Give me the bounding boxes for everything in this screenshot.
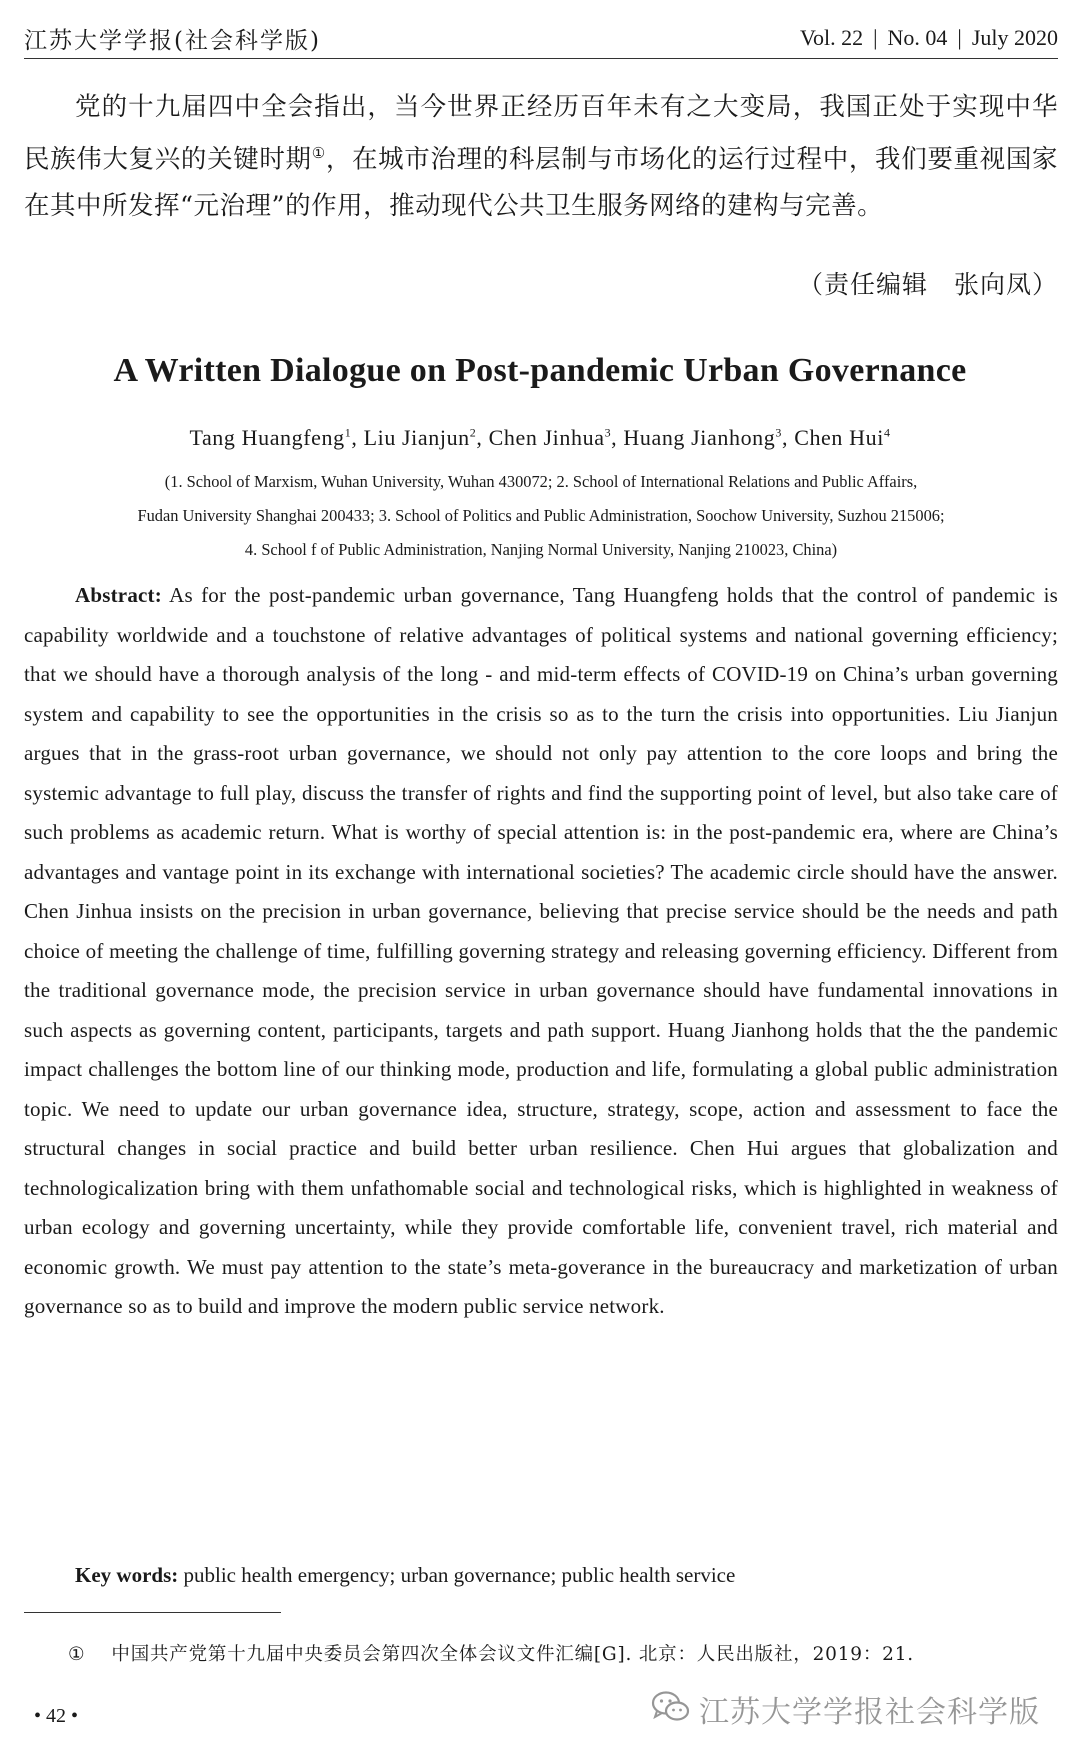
footnote-divider xyxy=(24,1612,281,1613)
abstract xyxy=(24,576,1058,1327)
cn-text-before-note: 党的十九届四中全会指出，当今世界正经历百年未有之大变局，我国正处于实现中华民族伟大复兴的关键时期 xyxy=(24,92,1058,175)
volume: Vol. 22 xyxy=(799,25,864,50)
abstract-label: Abstract: xyxy=(75,583,162,607)
issue-date: July 2020 xyxy=(971,25,1058,50)
abstract-text: As for the post-pandemic urban governance, Tang Huangfeng holds that the control of pandemic is capability worldwide and a touchstone of relative advantages of political systems and national governing efficiency; that we should have a thorough analysis of the long - and mid-term effects of COVID-19 on China’s urban governing system and capability to see the opportunities in the crisis so as to the turn the crisis into opportunities. Liu Jianjun argues that in the grass-root urban governance, we should not only pay attention to the core loops and bring the systemic advantage to full play, discuss the transfer of rights and find the supporting point of level, but also take care of such problems as academic return. What is worthy of special attention is: in the post-pandemic era, where are China’s advantages and vantage point in its exchange with international societies? The academic circle should have the answer. Chen Jinhua insists on the precision in urban governance, believing that precise service should be the needs and path choice of meeting the challenge of time, fulfilling governing strategy and releasing governing efficiency. Different from the traditional governance mode, the precision service in urban governance should have fundamental innovations in such aspects as governing content, participants, targets and path support. Huang Jianhong holds that the the pandemic impact challenges the bottom line of our thinking mode, production and life, formulating a global public administration topic. We need to update our urban governance idea, structure, strategy, scope, action and assessment to face the structural changes in social practice and build better urban resilience. Chen Hui argues that globalization and technologicalization bring with them unfathomable social and technological risks, which is highlighted in weakness of urban ecology and governing uncertainty, while they provide comfortable life, convenient travel, rich material and economic growth. We must pay attention to the state’s meta-goverance in the bureaucracy and marketization of urban governance so as to build and improve the modern public service network. xyxy=(24,583,1058,1318)
journal-name: 江苏大学学报(社会科学版) xyxy=(24,27,321,54)
cn-text-after-note: ，在城市治理的科层制与市场化的运行过程中，我们要重视国家在其中所发挥“元治理”的作用，推动现代公共卫生服务网络的建构与完善。 xyxy=(24,144,1058,221)
author-name: Liu Jianjun xyxy=(363,425,470,450)
english-title: A Written Dialogue on Post-pandemic Urban Governance xyxy=(113,352,967,389)
affiliation-line: (1. School of Marxism, Wuhan University, Wuhan 430072; 2. School of International Relations and Public Affairs, xyxy=(164,472,918,491)
watermark-text: 江苏大学学报社会科学版 xyxy=(699,1695,1040,1730)
keywords-text: public health emergency; urban governance; public health service xyxy=(178,1563,736,1587)
author-list: Tang Huangfeng$^1$, Liu Jianjun$^2$, Chen Jinhua$^3$, Huang Jianhong$^3$, Chen Hui$^4$ xyxy=(189,425,891,450)
author-affil-mark: 3 xyxy=(775,425,782,440)
responsible-editor: （责任编辑 张向凤） xyxy=(797,270,1058,299)
issue-info: Vol. 22 | No. 04 | July 2020 xyxy=(799,25,1058,50)
author-name: Huang Jianhong xyxy=(623,425,776,450)
affiliations xyxy=(24,465,1058,567)
footnote xyxy=(68,1640,914,1666)
affiliation-line: Fudan University Shanghai 200433; 3. School of Politics and Public Administration, Soochow University, Suzhou 215006; xyxy=(137,506,945,525)
author-affil-mark: 3 xyxy=(604,425,612,440)
author-name: Chen Hui xyxy=(794,425,884,450)
running-header xyxy=(24,18,1058,59)
author-affil-mark: 4 xyxy=(883,425,891,440)
footnote-mark: ① xyxy=(68,1644,86,1665)
watermark xyxy=(651,1687,1040,1731)
footnote-text: 中国共产党第十九届中央委员会第四次全体会议文件汇编[G]. 北京：人民出版社，2019：21. xyxy=(111,1644,914,1665)
chinese-conclusion-paragraph xyxy=(24,84,1058,229)
page-number: • 42 • xyxy=(34,1705,79,1727)
keywords-label: Key words: xyxy=(75,1563,179,1587)
wechat-icon xyxy=(651,1690,691,1728)
author-name: Tang Huangfeng xyxy=(189,425,345,450)
keywords xyxy=(75,1563,735,1588)
issue-number: No. 04 xyxy=(887,25,948,50)
author-affil-mark: 1 xyxy=(344,425,352,440)
affiliation-line: 4. School f of Public Administration, Nanjing Normal University, Nanjing 210023, China) xyxy=(244,540,838,559)
footnote-reference: ① xyxy=(311,144,326,162)
author-name: Chen Jinhua xyxy=(488,425,605,450)
author-affil-mark: 2 xyxy=(469,425,477,440)
